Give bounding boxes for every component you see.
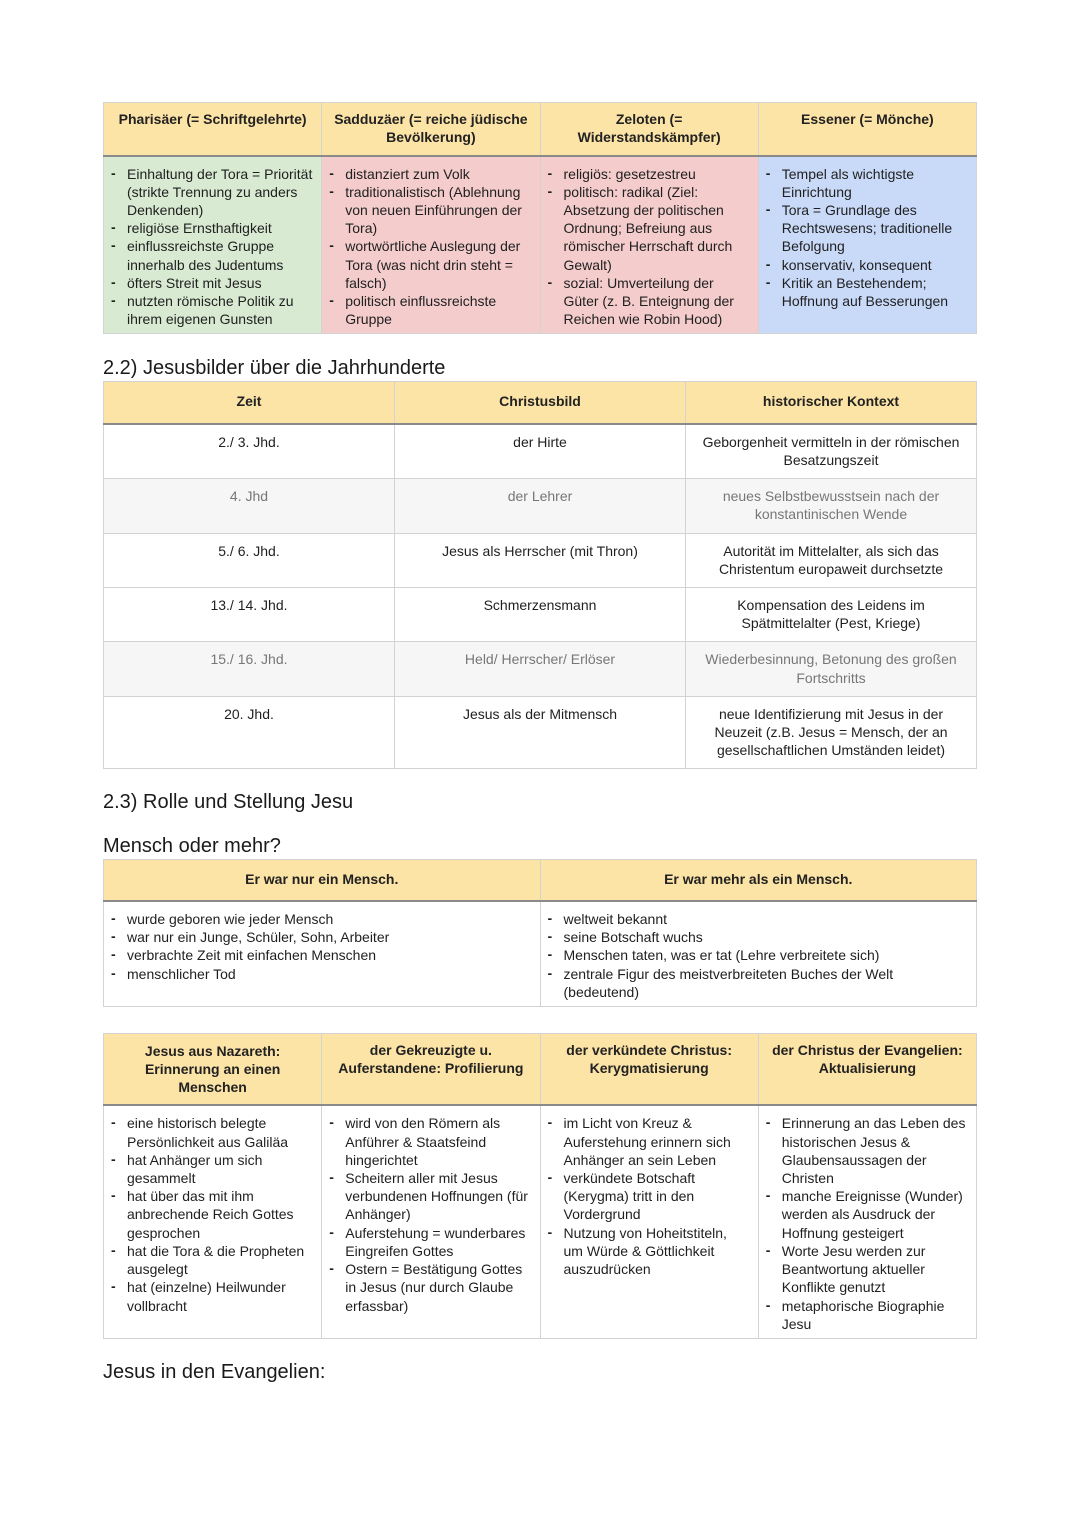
essener-list (759, 165, 968, 311)
zeit-cell: 20. Jhd. (104, 696, 395, 769)
header-verkuendete-christus: der verkündete Christus: Kerygmatisierung (540, 1034, 758, 1106)
christusbild-cell: Held/ Herrscher/ Erlöser (395, 642, 686, 696)
nazareth-list (104, 1114, 313, 1314)
list-item: - einflussreichste Gruppe innerhalb des Judentums (104, 237, 313, 273)
table-row (104, 696, 977, 769)
list-item: - Auferstehung = wunderbares Eingreifen Gottes (322, 1224, 531, 1260)
list-item: - hat Anhänger um sich gesammelt (104, 1151, 313, 1187)
kontext-cell: neues Selbstbewusstsein nach der konstantinischen Wende (686, 479, 977, 533)
pharisaeer-list (104, 165, 313, 329)
section-2-3-title: 2.3) Rolle und Stellung Jesu (103, 791, 354, 814)
list-item: - konservativ, konsequent (759, 256, 968, 274)
jewish-groups-table (103, 102, 977, 334)
list-item: - weltweit bekannt (541, 910, 969, 928)
table-row (104, 533, 977, 587)
nur-mensch-cell (104, 901, 541, 1007)
table-row (104, 424, 977, 479)
kontext-cell: Wiederbesinnung, Betonung des großen Fortschritts (686, 642, 977, 696)
list-item: - Ostern = Bestätigung Gottes in Jesus (nur durch Glaube erfassbar) (322, 1260, 531, 1315)
list-item: - verkündete Botschaft (Kerygma) tritt in den Vordergrund (541, 1169, 750, 1224)
list-item: - politisch: radikal (Ziel: Absetzung der politischen Ordnung; Befreiung aus römischer Herrschaft durch Gewalt) (541, 183, 750, 274)
header-jesus-aus-nazareth: Jesus aus Nazareth: Erinnerung an einen Menschen (104, 1034, 322, 1106)
christusbild-cell: Jesus als Herrscher (mit Thron) (395, 533, 686, 587)
zeloten-list (541, 165, 750, 329)
list-item: - Worte Jesu werden zur Beantwortung aktueller Konflikte genutzt (759, 1242, 968, 1297)
mensch-oder-mehr-subtitle: Mensch oder mehr? (103, 835, 281, 858)
list-item: - zentrale Figur des meistverbreiteten Buches der Welt (bedeutend) (541, 965, 969, 1001)
nur-mensch-list (104, 910, 532, 983)
gekreuzigte-list (322, 1114, 531, 1314)
header-gekreuzigte: der Gekreuzigte u. Auferstandene: Profilierung (322, 1034, 540, 1106)
list-item: - religiös: gesetzestreu (541, 165, 750, 183)
list-item: - Tora = Grundlage des Rechtswesens; traditionelle Befolgung (759, 201, 968, 256)
list-item: - wird von den Römern als Anführer & Staatsfeind hingerichtet (322, 1114, 531, 1169)
christusbild-cell: der Hirte (395, 424, 686, 479)
zeit-cell: 4. Jhd (104, 479, 395, 533)
header-mehr-als-mensch: Er war mehr als ein Mensch. (540, 860, 977, 901)
list-item: - Einhaltung der Tora = Priorität (strikte Trennung zu anders Denkenden) (104, 165, 313, 220)
nazareth-cell (104, 1105, 322, 1338)
sadduzaeer-cell (322, 156, 540, 334)
header-zeloten: Zeloten (= Widerstandskämpfer) (540, 103, 758, 156)
header-nur-mensch: Er war nur ein Mensch. (104, 860, 541, 901)
evangelien-cell (758, 1105, 976, 1338)
list-item: - im Licht von Kreuz & Auferstehung erinnern sich Anhänger an sein Leben (541, 1114, 750, 1169)
list-item: - war nur ein Junge, Schüler, Sohn, Arbeiter (104, 928, 532, 946)
christusbild-cell: Schmerzensmann (395, 588, 686, 642)
verkuendete-list (541, 1114, 750, 1278)
list-item: - nutzten römische Politik zu ihrem eigenen Gunsten (104, 292, 313, 328)
list-item: - seine Botschaft wuchs (541, 928, 969, 946)
list-item: - Erinnerung an das Leben des historischen Jesus & Glaubensaussagen der Christen (759, 1114, 968, 1187)
pharisaeer-cell (104, 156, 322, 334)
christusbild-cell: der Lehrer (395, 479, 686, 533)
jesus-stages-table (103, 1033, 977, 1339)
zeit-cell: 5./ 6. Jhd. (104, 533, 395, 587)
gekreuzigte-cell (322, 1105, 540, 1338)
list-item: - Tempel als wichtigste Einrichtung (759, 165, 968, 201)
list-item: - verbrachte Zeit mit einfachen Menschen (104, 946, 532, 964)
kontext-cell: Geborgenheit vermitteln in der römischen Besatzungszeit (686, 424, 977, 479)
list-item: - Menschen taten, was er tat (Lehre verbreitete sich) (541, 946, 969, 964)
mehr-als-mensch-list (541, 910, 969, 1001)
list-item: - Scheitern aller mit Jesus verbundenen Hoffnungen (für Anhänger) (322, 1169, 531, 1224)
christusbild-cell: Jesus als der Mitmensch (395, 696, 686, 769)
header-zeit: Zeit (104, 382, 395, 424)
jesus-in-den-evangelien-heading: Jesus in den Evangelien: (103, 1360, 326, 1383)
mehr-als-mensch-cell (540, 901, 977, 1007)
kontext-cell: Kompensation des Leidens im Spätmittelalter (Pest, Kriege) (686, 588, 977, 642)
essener-cell (758, 156, 976, 334)
zeloten-cell (540, 156, 758, 334)
list-item: - religiöse Ernsthaftigkeit (104, 219, 313, 237)
list-item: - wurde geboren wie jeder Mensch (104, 910, 532, 928)
table-row (104, 479, 977, 533)
header-pharisaeer: Pharisäer (= Schriftgelehrte) (104, 103, 322, 156)
list-item: - hat (einzelne) Heilwunder vollbracht (104, 1278, 313, 1314)
list-item: - eine historisch belegte Persönlichkeit aus Galiläa (104, 1114, 313, 1150)
list-item: - sozial: Umverteilung der Güter (z. B. Enteignung der Reichen wie Robin Hood) (541, 274, 750, 329)
document-page (103, 102, 977, 1384)
jesusbilder-table (103, 381, 977, 769)
zeit-cell: 13./ 14. Jhd. (104, 588, 395, 642)
list-item: - hat über das mit ihm anbrechende Reich Gottes gesprochen (104, 1187, 313, 1242)
header-sadduzaeer: Sadduzäer (= reiche jüdische Bevölkerung) (322, 103, 540, 156)
list-item: - distanziert zum Volk (322, 165, 531, 183)
list-item: - hat die Tora & die Propheten ausgelegt (104, 1242, 313, 1278)
list-item: - Kritik an Bestehendem; Hoffnung auf Besserungen (759, 274, 968, 310)
evangelien-list (759, 1114, 968, 1332)
list-item: - menschlicher Tod (104, 965, 532, 983)
list-item: - politisch einflussreichste Gruppe (322, 292, 531, 328)
header-christusbild: Christusbild (395, 382, 686, 424)
verkuendete-cell (540, 1105, 758, 1338)
kontext-cell: neue Identifizierung mit Jesus in der Neuzeit (z.B. Jesus = Mensch, der an gesellschaftlichen Umständen leidet) (686, 696, 977, 769)
table-row (104, 588, 977, 642)
header-kontext: historischer Kontext (686, 382, 977, 424)
header-christus-evangelien: der Christus der Evangelien: Aktualisierung (758, 1034, 976, 1106)
zeit-cell: 2./ 3. Jhd. (104, 424, 395, 479)
zeit-cell: 15./ 16. Jhd. (104, 642, 395, 696)
header-essener: Essener (= Mönche) (758, 103, 976, 156)
list-item: - manche Ereignisse (Wunder) werden als Ausdruck der Hoffnung gesteigert (759, 1187, 968, 1242)
list-item: - metaphorische Biographie Jesu (759, 1297, 968, 1333)
table-row (104, 642, 977, 696)
section-2-2-title: 2.2) Jesusbilder über die Jahrhunderte (103, 357, 446, 380)
kontext-cell: Autorität im Mittelalter, als sich das Christentum europaweit durchsetzte (686, 533, 977, 587)
list-item: - traditionalistisch (Ablehnung von neuen Einführungen der Tora) (322, 183, 531, 238)
sadduzaeer-list (322, 165, 531, 329)
list-item: - Nutzung von Hoheitstiteln, um Würde & Göttlichkeit auszudrücken (541, 1224, 750, 1279)
list-item: - öfters Streit mit Jesus (104, 274, 313, 292)
mensch-oder-mehr-table (103, 859, 977, 1007)
list-item: - wortwörtliche Auslegung der Tora (was nicht drin steht = falsch) (322, 237, 531, 292)
